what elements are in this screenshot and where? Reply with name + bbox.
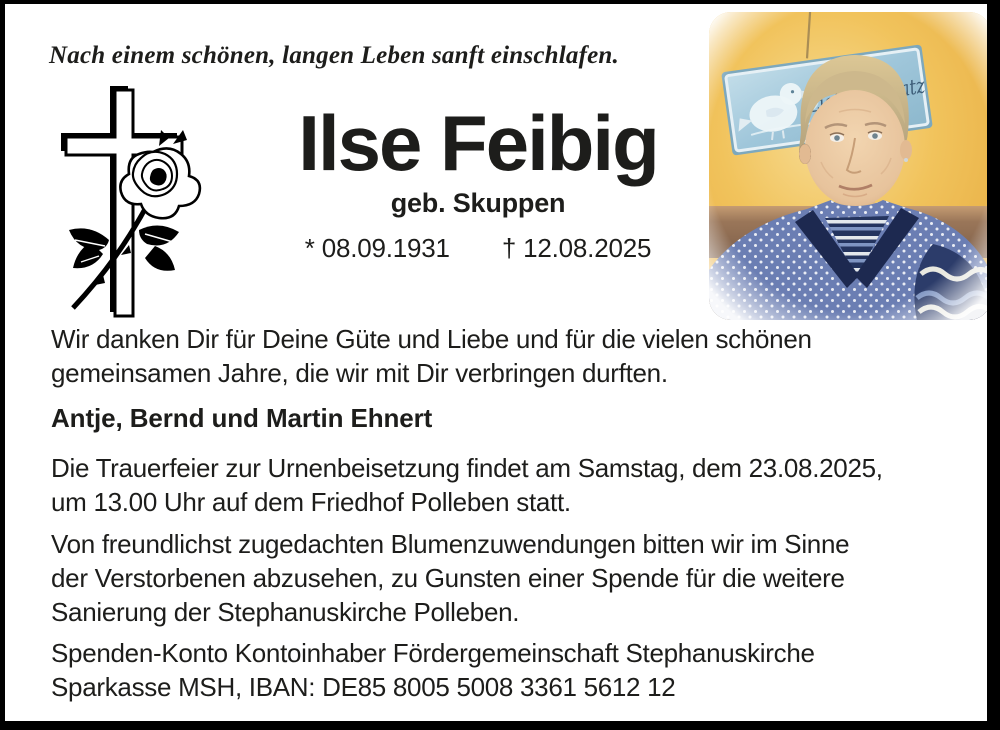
text-line: der Verstorbenen abzusehen, zu Gunsten einer Spende für die weitere [51, 563, 845, 593]
text-line: Von freundlichst zugedachten Blumenzuwendungen bitten wir im Sinne [51, 529, 850, 559]
deceased-name: Ilse Feibig [298, 99, 658, 187]
epitaph-line: Nach einem schönen, langen Leben sanft einschlafen. [49, 42, 619, 69]
text-line: Die Trauerfeier zur Urnenbeisetzung findet am Samstag, dem 23.08.2025, [51, 453, 883, 483]
text-line: Sparkasse MSH, IBAN: DE85 8005 5008 3361 5612 12 [51, 672, 676, 702]
cross-rose-illustration [43, 80, 205, 322]
maiden-name: geb. Skuppen [390, 188, 566, 218]
text-line: gemeinsamen Jahre, die wir mit Dir verbringen durften. [51, 358, 668, 388]
thanks-paragraph [51, 322, 966, 390]
text-line: Sanierung der Stephanuskirche Polleben. [51, 597, 520, 627]
deceased-name-block [263, 99, 693, 264]
death-date: † 12.08.2025 [501, 233, 652, 263]
text-line: Wir danken Dir für Deine Güte und Liebe und für die vielen schönen [51, 324, 812, 354]
family-names: Antje, Bernd und Martin Ehnert [51, 403, 433, 433]
portrait-photo [709, 12, 991, 320]
portrait-photo-image [709, 12, 991, 320]
life-dates [263, 233, 693, 264]
funeral-info-paragraph [51, 451, 966, 519]
photo-vignette [709, 12, 991, 320]
birth-date: * 08.09.1931 [304, 233, 450, 263]
text-line: um 13.00 Uhr auf dem Friedhof Polleben statt. [51, 487, 571, 517]
donation-account-paragraph [51, 636, 966, 704]
flowers-donation-paragraph [51, 527, 966, 629]
cross-rose-icon [43, 80, 205, 322]
text-line: Spenden-Konto Kontoinhaber Fördergemeinschaft Stephanuskirche [51, 638, 815, 668]
